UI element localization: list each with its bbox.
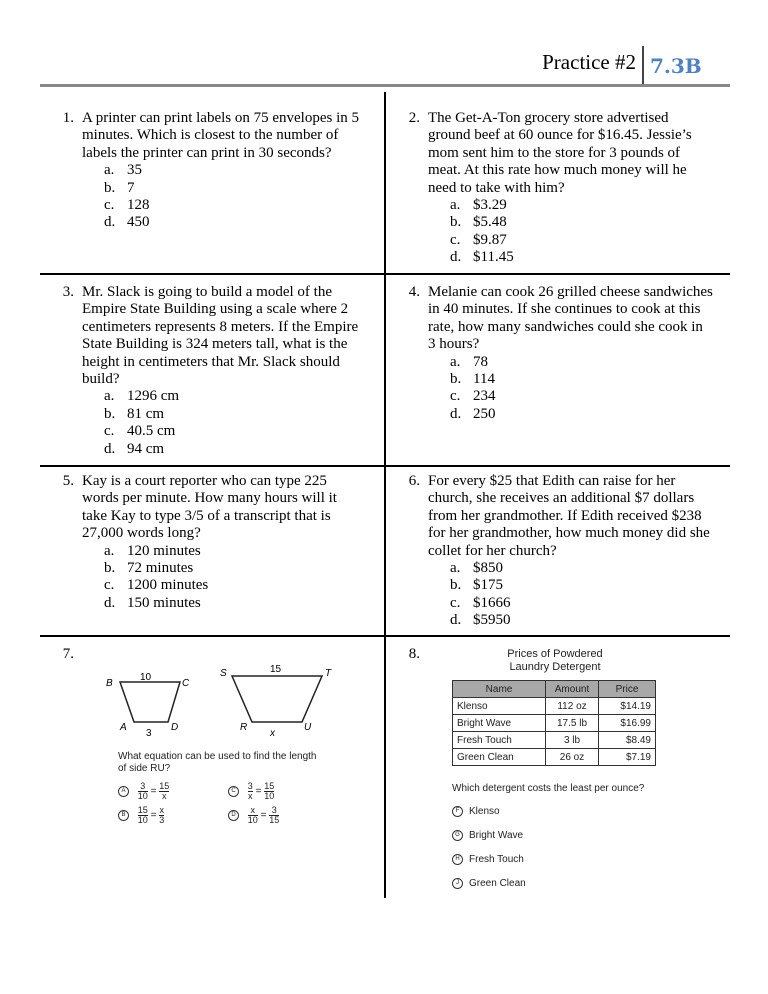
question-text-line: minutes. Which is closest to the number of [82, 127, 339, 144]
question-text-line: height in centimeters that Mr. Slack should [82, 353, 340, 370]
vertex-label-c: C [182, 678, 190, 689]
table-header-row [453, 681, 656, 698]
question-number: 2. [408, 110, 420, 126]
question-text-line: collet for her church? [428, 542, 557, 559]
question-text-line: For every $25 that Edith can raise for her [428, 473, 676, 489]
question-text-line: ground beef at 60 ounce for $16.45. Jessie’s [428, 127, 692, 144]
section-code: 7.3B [650, 54, 702, 78]
table-cell: Fresh Touch [453, 732, 546, 749]
table-cell: 26 oz [546, 749, 599, 766]
column-header: Amount [546, 681, 599, 698]
choice-bubble: B [118, 810, 129, 821]
question-text-line: church, she receives an additional $7 dollars [428, 490, 695, 507]
vertex-label-t: T [325, 668, 332, 679]
column-header: Price [599, 681, 656, 698]
table-cell: $14.19 [599, 698, 656, 715]
vertex-label-b: B [106, 678, 113, 689]
question-text-line: words per minute. How many hours will it [82, 490, 337, 507]
answer-option[interactable]: d. 250 [450, 405, 496, 422]
answer-option[interactable]: b. 72 minutes [104, 560, 194, 577]
answer-choice-c[interactable]: C $\frac{3}{x}$ = $\frac{15}{10}$ [228, 782, 274, 801]
answer-option[interactable]: d. $11.45 [450, 249, 514, 266]
answer-option[interactable]: c. $9.87 [450, 231, 507, 248]
answer-option[interactable]: c. $1666 [450, 594, 511, 611]
choice-bubble: C [228, 786, 239, 797]
answer-option[interactable]: d. 150 minutes [104, 594, 201, 611]
table-cell: $8.49 [599, 732, 656, 749]
answer-option[interactable]: a. $850 [450, 560, 503, 577]
table-row [453, 698, 656, 715]
vertex-label-s: S [220, 668, 227, 679]
answer-choice-g[interactable]: G Bright Wave [452, 830, 523, 841]
question-text-line: build? [82, 371, 120, 388]
answer-choice-j[interactable]: J Green Clean [452, 878, 526, 889]
question-text-line: from her grandmother. If Edith received $238 [428, 507, 702, 524]
trapezoid-abcd [120, 682, 180, 722]
answer-choice-b[interactable]: B $\frac{15}{10}$ = $\frac{x}{3}$ [118, 806, 164, 825]
row-divider [40, 273, 730, 275]
question-number: 3. [62, 284, 74, 300]
question-text-line: mom sent him to the store for 3 pounds of [428, 144, 681, 161]
table-cell: 3 lb [546, 732, 599, 749]
question-text-line: Kay is a court reporter who can type 225 [82, 473, 327, 489]
answer-option[interactable]: d. 94 cm [104, 440, 165, 457]
question-text-line: Melanie can cook 26 grilled cheese sandwiches [428, 284, 713, 300]
side-label-bottom: x [270, 728, 275, 739]
answer-option[interactable]: c. 128 [104, 197, 150, 214]
question-text-line: rate, how many sandwiches could she cook in [428, 318, 703, 335]
table-cell: 17.5 lb [546, 715, 599, 732]
vertex-label-r: R [240, 722, 248, 733]
question-text-line: meat. At this rate how much money will he [428, 162, 687, 179]
side-label-top: 15 [270, 664, 282, 675]
question-text-line: A printer can print labels on 75 envelopes in 5 [82, 110, 360, 126]
table-cell: $16.99 [599, 715, 656, 732]
trapezoid-figures [100, 660, 340, 740]
table-row [453, 749, 656, 766]
answer-option[interactable]: d. 450 [104, 214, 150, 231]
choice-bubble: A [118, 786, 129, 797]
answer-option[interactable]: b. $175 [450, 577, 503, 594]
header-divider [642, 46, 644, 84]
answer-choice-d[interactable]: D $\frac{x}{10}$ = $\frac{3}{15}$ [228, 806, 279, 825]
q7-prompt: What equation can be used to find the length of side RU? [118, 751, 317, 774]
column-divider [384, 92, 386, 898]
trapezoid-stru [232, 676, 322, 722]
answer-choice-a[interactable]: A $\frac{3}{10}$ = $\frac{15}{x}$ [118, 782, 169, 801]
question-number: 1. [62, 110, 74, 126]
vertex-label-d: D [171, 722, 179, 733]
answer-choice-f[interactable]: F Klenso [452, 806, 500, 817]
answer-option[interactable]: c. 40.5 cm [104, 423, 176, 440]
choice-bubble: D [228, 810, 239, 821]
answer-option[interactable]: c. 1200 minutes [104, 577, 209, 594]
answer-option[interactable]: b. 81 cm [104, 405, 165, 422]
question-text-line: in 40 minutes. If she continues to cook at this [428, 301, 701, 318]
question-text-line: Empire State Building using a scale where 2 [82, 301, 349, 318]
table-cell: 112 oz [546, 698, 599, 715]
question-number: 6. [408, 473, 420, 489]
question-number: 7. [62, 646, 74, 662]
table-row [453, 715, 656, 732]
answer-option[interactable]: d. $5950 [450, 612, 511, 629]
answer-choice-h[interactable]: H Fresh Touch [452, 854, 524, 865]
answer-option[interactable]: b. 7 [104, 179, 135, 196]
answer-option[interactable]: c. 234 [450, 388, 496, 405]
choice-bubble: G [452, 830, 463, 841]
question-text-line: Mr. Slack is going to build a model of the [82, 284, 332, 300]
header-rule [40, 84, 730, 87]
answer-option[interactable]: b. $5.48 [450, 214, 507, 231]
vertex-label-a: A [120, 722, 127, 733]
question-text-line: for her grandmother, how much money did she [428, 525, 710, 542]
answer-option[interactable]: a. 35 [104, 162, 142, 179]
table-row [453, 732, 656, 749]
question-text-line: take Kay to type 3/5 of a transcript that is [82, 507, 331, 524]
choice-bubble: F [452, 806, 463, 817]
question-text-line: 3 hours? [428, 336, 480, 353]
row-divider [40, 635, 730, 637]
question-text-line: labels the printer can print in 30 seconds? [82, 144, 332, 161]
q8-prompt: Which detergent costs the least per ounce? [452, 783, 645, 794]
question-text-line: The Get-A-Ton grocery store advertised [428, 110, 669, 126]
page-title: Practice #2 [542, 50, 636, 74]
choice-bubble: J [452, 878, 463, 889]
table-cell: Green Clean [453, 749, 546, 766]
table-title: Prices of Powdered Laundry Detergent [507, 648, 603, 673]
q8-choices [452, 806, 652, 896]
table-cell: $7.19 [599, 749, 656, 766]
question-number: 5. [62, 473, 74, 489]
answer-option[interactable]: a. 78 [450, 353, 488, 370]
answer-option[interactable]: a. 1296 cm [104, 388, 180, 405]
table-cell: Klenso [453, 698, 546, 715]
vertex-label-u: U [304, 722, 312, 733]
question-text-line: State Building is 324 meters tall, what is the [82, 336, 348, 353]
row-divider [40, 465, 730, 467]
side-label-bottom: 3 [146, 728, 152, 739]
side-label-top: 10 [140, 672, 152, 683]
detergent-table [452, 680, 656, 766]
choice-bubble: H [452, 854, 463, 865]
answer-option[interactable]: a. $3.29 [450, 197, 507, 214]
q7-choices [118, 780, 338, 830]
table-cell: Bright Wave [453, 715, 546, 732]
question-number: 8. [408, 646, 420, 662]
column-header: Name [453, 681, 546, 698]
question-number: 4. [408, 284, 420, 300]
question-text-line: need to take with him? [428, 179, 565, 196]
answer-option[interactable]: b. 114 [450, 371, 495, 388]
question-text-line: 27,000 words long? [82, 525, 201, 542]
question-text-line: centimeters represents 8 meters. If the Empire [82, 318, 359, 335]
answer-option[interactable]: a. 120 minutes [104, 542, 201, 559]
